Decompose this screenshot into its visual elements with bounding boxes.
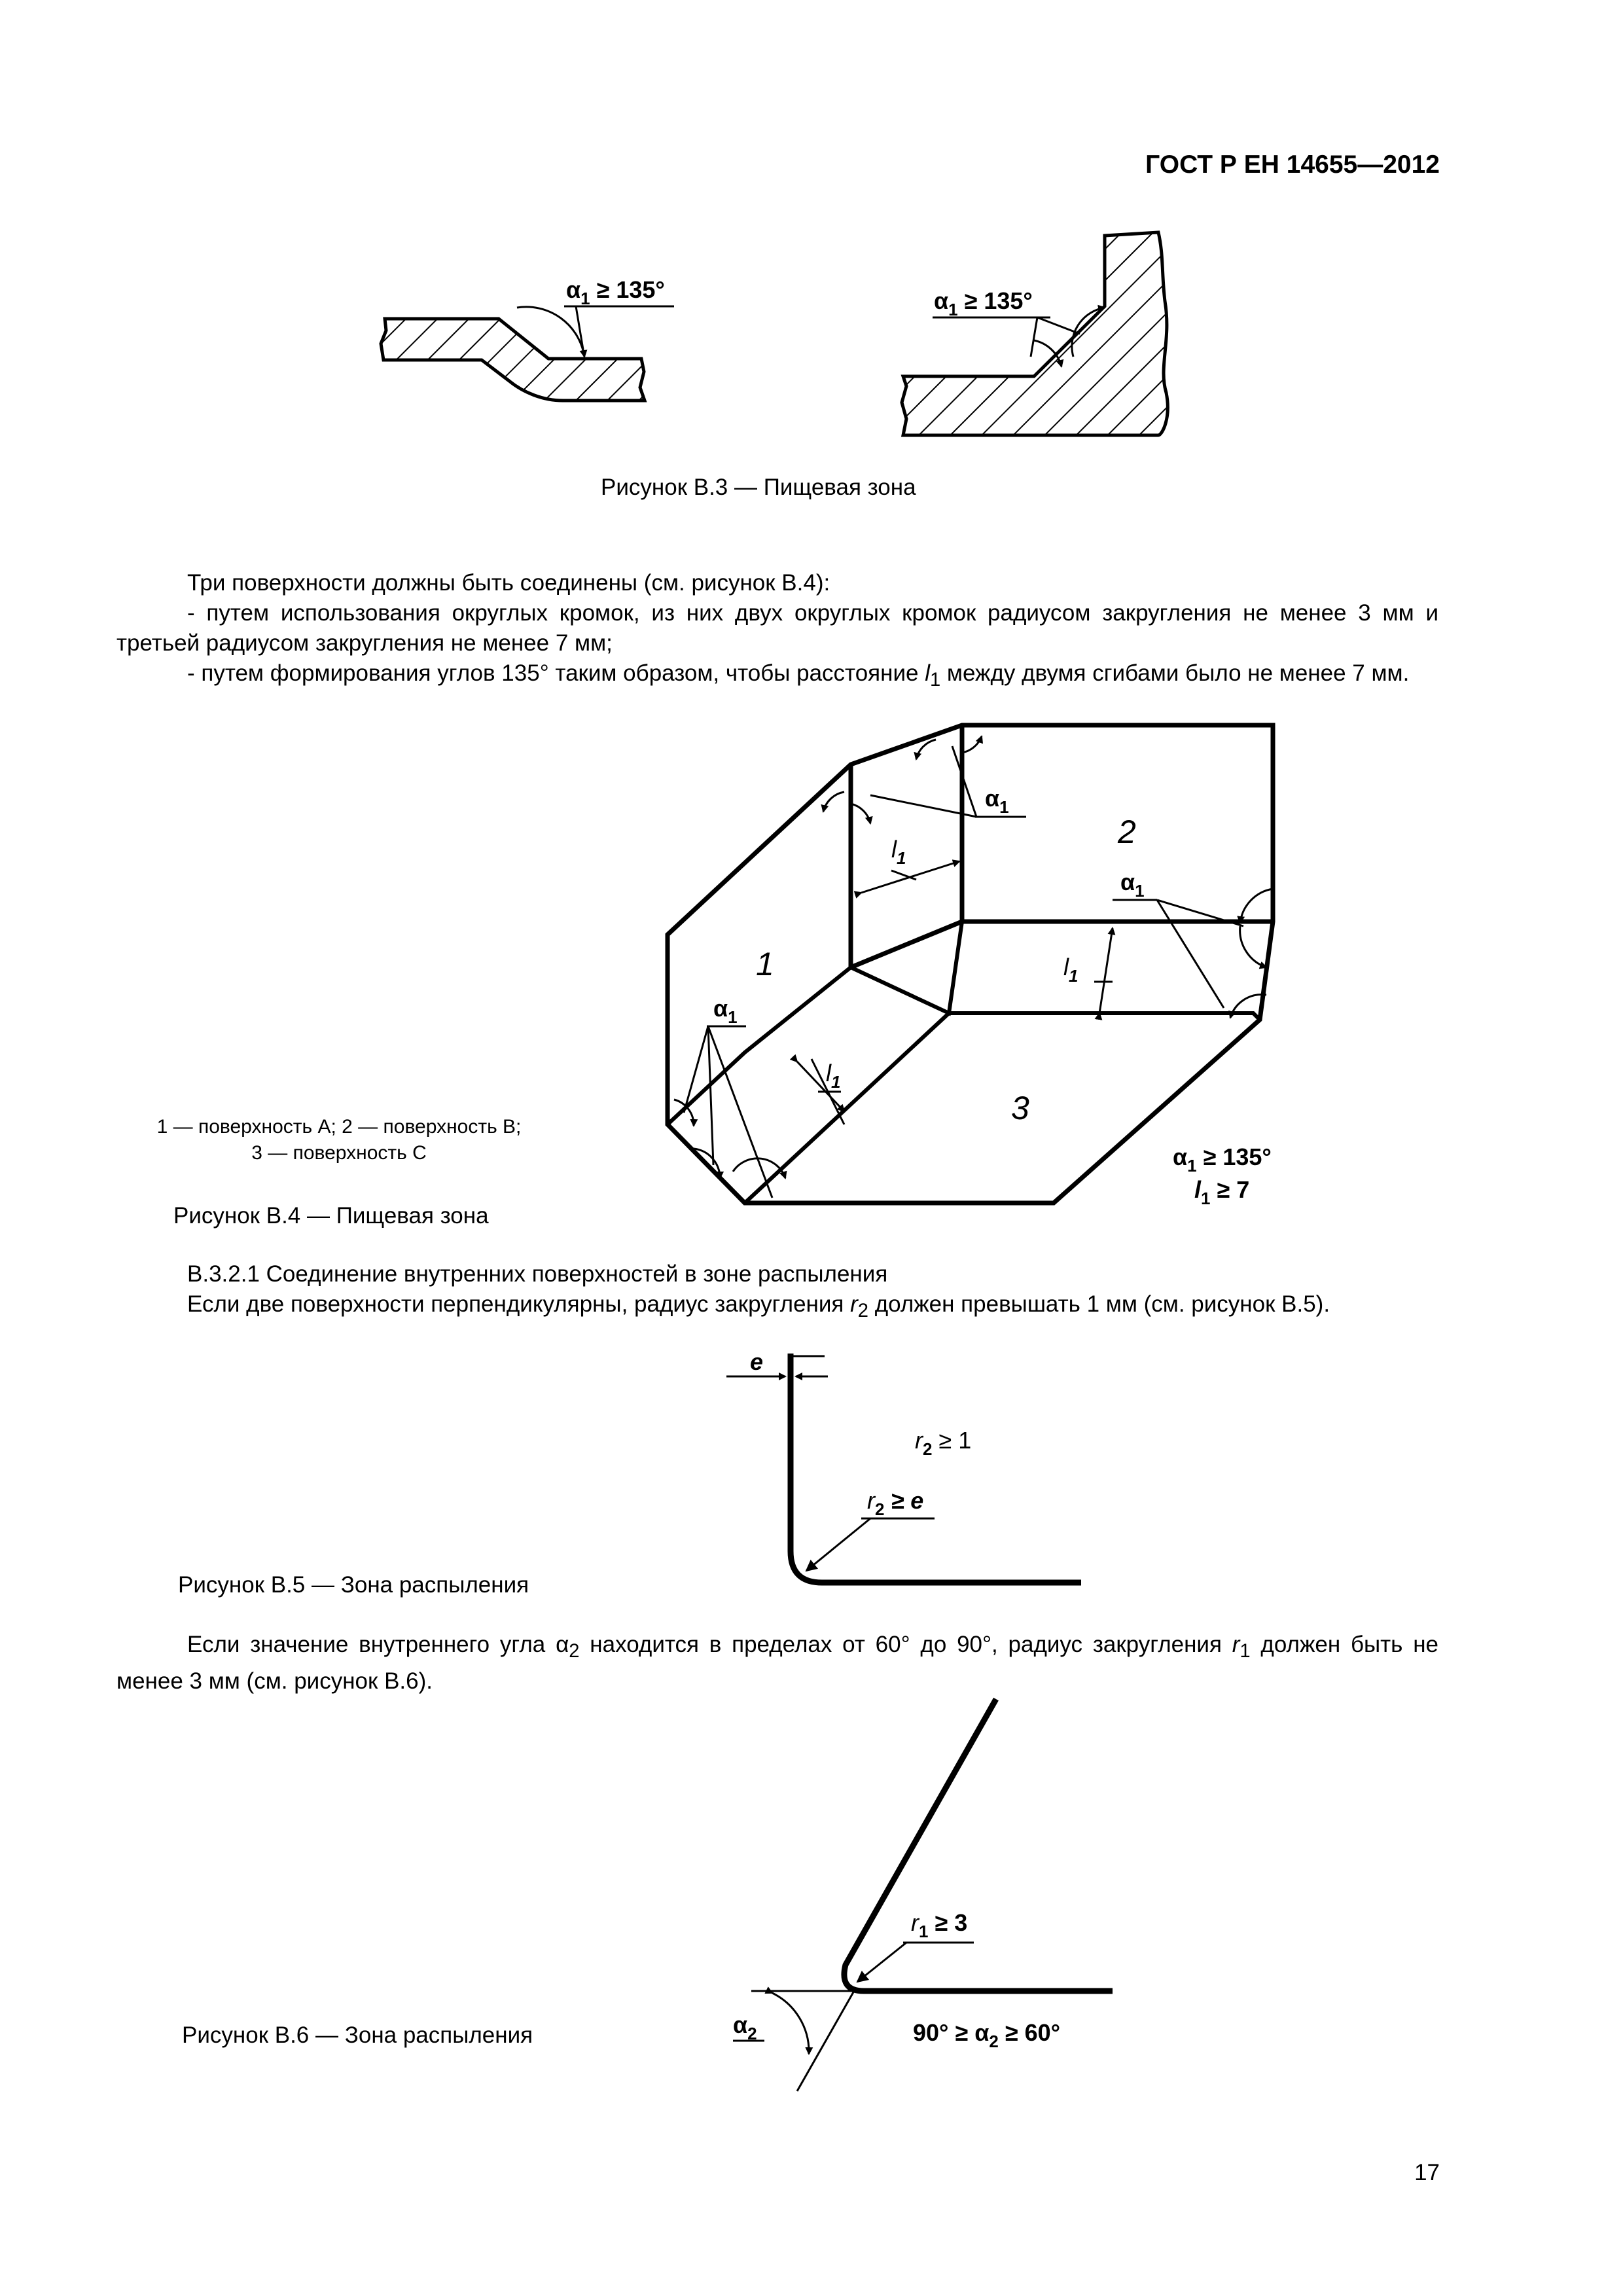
fig-b4-alpha-left: $\alpha_1$ [713, 995, 738, 1027]
section-b321 [116, 1259, 1438, 1326]
para1-intro: Три поверхности должны быть соединены (см. рисунок В.4): [187, 570, 830, 596]
fig-b4-l1-a: $l_1$ [891, 836, 906, 868]
fig-b3-left-drawing [381, 276, 674, 401]
fig-b4-surface-1: 1 [756, 946, 774, 982]
fig-b5-r2-ge-1: $r_2 \ge 1$ [915, 1427, 972, 1459]
fig-b3-right-label: $\alpha_1 \ge 135^\circ$ [934, 287, 1033, 319]
fig-b4-cond-alpha: $\alpha_1 \ge 135^\circ$ [1173, 1143, 1272, 1175]
fig-b4-l1-b: $l_1$ [1063, 954, 1079, 986]
fig-b6-alpha2-label: $\alpha_2$ [733, 2011, 757, 2043]
para1-bullet1: - путем использования округлых кромок, из них двух округлых кромок радиусом закругления не менее 3 мм и третьей радиусом закругления не менее 7 мм; [116, 600, 1438, 656]
paragraph-three-surfaces [116, 568, 1438, 695]
legend-line-1: 1 — поверхность A; 2 — поверхность B; [156, 1116, 522, 1138]
fig-b4-alpha-right: $\alpha_1$ [1120, 869, 1145, 901]
fig-b4-l1-c: $l_1$ [826, 1060, 841, 1092]
fig-b3-left-label: $\alpha_1 \ge 135^\circ$ [566, 276, 665, 308]
fig-b4-cond-l: $l_1 \ge 7$ [1194, 1176, 1250, 1208]
fig-b6-r1-label: $r_1 \ge 3$ [911, 1909, 968, 1941]
fig-b5-e-label: e [750, 1348, 764, 1375]
paragraph-inner-angle [116, 1630, 1438, 1696]
document-code: ГОСТ Р ЕН 14655—2012 [1145, 151, 1440, 179]
fig-b3-caption: Рисунок В.3 — Пищевая зона [601, 475, 916, 500]
fig-b4-caption: Рисунок В.4 — Пищевая зона [173, 1203, 489, 1229]
fig-b4-surface-3: 3 [1011, 1090, 1029, 1126]
para2-text: Если значение внутреннего угла $\alpha_2$ находится в пределах от 60° до 90°, радиус закругления $r_1$ должен быть не менее 3 мм (см. рисунок В.6). [116, 1632, 1438, 1694]
section-b321-title: В.3.2.1 Соединение внутренних поверхностей в зоне распыления [187, 1261, 888, 1287]
legend-line-2: 3 — поверхность C [251, 1142, 427, 1164]
fig-b5-caption: Рисунок В.5 — Зона распыления [178, 1572, 529, 1598]
fig-b5-drawing [726, 1354, 1081, 1583]
fig-b4-alpha-top: $\alpha_1$ [985, 785, 1009, 817]
fig-b3-right-drawing [902, 232, 1168, 435]
fig-b4-legend [130, 1114, 548, 1166]
fig-b4-surface-2: 2 [1118, 814, 1136, 850]
fig-b6-range-label: $90^\circ \ge \alpha_2 \ge 60^\circ$ [913, 2019, 1061, 2051]
para1-bullet2: - путем формирования углов 135° таким образом, чтобы расстояние $l_1$ между двумя сгибами было не менее 7 мм. [187, 660, 1410, 691]
fig-b6-caption: Рисунок В.6 — Зона распыления [182, 2022, 533, 2048]
page-number: 17 [1414, 2160, 1440, 2185]
fig-b5-r2-ge-e: $r_2 \ge e$ [867, 1487, 924, 1519]
section-b321-text: Если две поверхности перпендикулярны, радиус закругления $r_2$ должен превышать 1 мм (см. рисунок В.5). [187, 1291, 1330, 1321]
